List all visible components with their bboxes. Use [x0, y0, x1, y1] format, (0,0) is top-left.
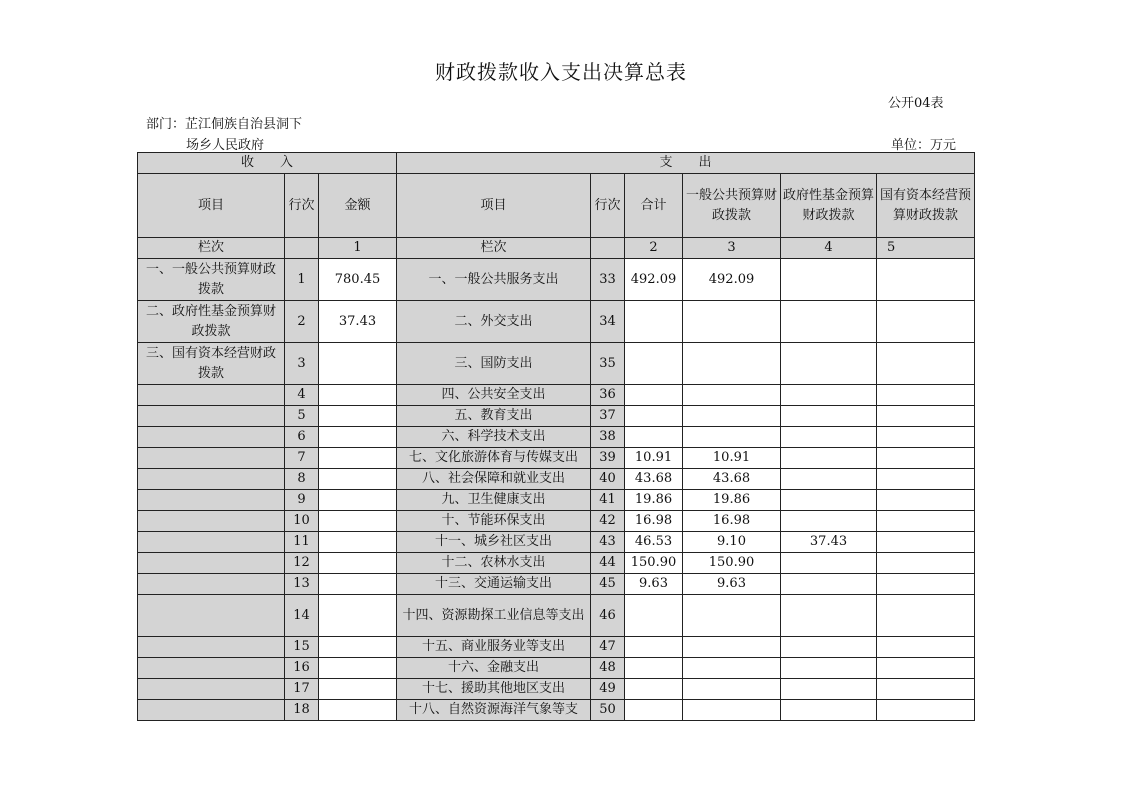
expense-gov-fund	[781, 553, 877, 574]
income-line-no: 1	[285, 259, 319, 301]
income-item	[138, 553, 285, 574]
table-row	[138, 406, 975, 427]
expense-total	[625, 595, 683, 637]
income-line-no: 9	[285, 490, 319, 511]
expense-state-capital	[877, 658, 975, 679]
expense-total	[625, 637, 683, 658]
expense-state-capital	[877, 574, 975, 595]
expense-item: 十二、农林水支出	[397, 553, 591, 574]
expense-gov-fund	[781, 259, 877, 301]
table-row	[138, 532, 975, 553]
income-amount	[319, 679, 397, 700]
income-item	[138, 637, 285, 658]
expense-state-capital	[877, 469, 975, 490]
page-title: 财政拨款收入支出决算总表	[435, 60, 687, 84]
form-number: 公开04表	[888, 96, 944, 111]
expense-line-no: 49	[591, 679, 625, 700]
income-item	[138, 532, 285, 553]
expense-item: 十六、金融支出	[397, 658, 591, 679]
expense-general-budget	[683, 658, 781, 679]
income-line-no: 14	[285, 595, 319, 637]
expense-general-budget	[683, 385, 781, 406]
table-row	[138, 679, 975, 700]
expense-item: 五、教育支出	[397, 406, 591, 427]
expense-state-capital	[877, 448, 975, 469]
expense-general-budget: 16.98	[683, 511, 781, 532]
income-item	[138, 448, 285, 469]
income-item	[138, 574, 285, 595]
expense-line-no: 50	[591, 700, 625, 721]
income-item	[138, 595, 285, 637]
expense-total: 10.91	[625, 448, 683, 469]
expense-item: 十七、援助其他地区支出	[397, 679, 591, 700]
table-row	[138, 448, 975, 469]
income-line-no: 10	[285, 511, 319, 532]
expense-state-capital	[877, 553, 975, 574]
expense-total: 492.09	[625, 259, 683, 301]
income-line-no: 11	[285, 532, 319, 553]
expense-gov-fund	[781, 700, 877, 721]
expense-general-budget	[683, 343, 781, 385]
expense-total	[625, 301, 683, 343]
expense-item: 七、文化旅游体育与传媒支出	[397, 448, 591, 469]
income-item	[138, 700, 285, 721]
expense-gov-fund	[781, 679, 877, 700]
table-row	[138, 700, 975, 721]
expense-general-budget	[683, 301, 781, 343]
income-item	[138, 385, 285, 406]
expense-total: 16.98	[625, 511, 683, 532]
expense-line-no: 46	[591, 595, 625, 637]
expense-line-no: 33	[591, 259, 625, 301]
header-total: 合计	[625, 174, 683, 238]
expense-line-no: 35	[591, 343, 625, 385]
income-line-no: 16	[285, 658, 319, 679]
expense-line-no: 45	[591, 574, 625, 595]
expense-item: 十八、自然资源海洋气象等支	[397, 700, 591, 721]
expense-gov-fund	[781, 448, 877, 469]
income-amount	[319, 700, 397, 721]
income-line-no: 8	[285, 469, 319, 490]
expense-gov-fund	[781, 574, 877, 595]
expense-line-no: 39	[591, 448, 625, 469]
header-state-capital: 国有资本经营预算财政拨款	[877, 174, 975, 238]
table-row	[138, 469, 975, 490]
income-amount	[319, 595, 397, 637]
table-row	[138, 595, 975, 637]
expense-line-no: 47	[591, 637, 625, 658]
expense-line-no: 48	[591, 658, 625, 679]
expense-gov-fund	[781, 490, 877, 511]
expense-general-budget	[683, 700, 781, 721]
income-line-no: 12	[285, 553, 319, 574]
expense-state-capital	[877, 301, 975, 343]
expense-state-capital	[877, 385, 975, 406]
expense-item: 十一、城乡社区支出	[397, 532, 591, 553]
income-amount: 780.45	[319, 259, 397, 301]
expense-total: 46.53	[625, 532, 683, 553]
expense-gov-fund	[781, 385, 877, 406]
expense-general-budget: 19.86	[683, 490, 781, 511]
department-line-2: 场乡人民政府	[186, 138, 265, 153]
income-amount	[319, 343, 397, 385]
expense-general-budget	[683, 406, 781, 427]
expense-total: 9.63	[625, 574, 683, 595]
table-row	[138, 490, 975, 511]
column-row-state: 5	[877, 238, 975, 259]
expense-item: 十三、交通运输支出	[397, 574, 591, 595]
expense-gov-fund	[781, 637, 877, 658]
income-section-header: 收 入	[138, 153, 397, 174]
income-item	[138, 469, 285, 490]
unit-label: 单位：万元	[891, 138, 957, 153]
income-amount	[319, 406, 397, 427]
income-item	[138, 427, 285, 448]
expense-gov-fund	[781, 511, 877, 532]
header-income-amount: 金额	[319, 174, 397, 238]
expense-gov-fund: 37.43	[781, 532, 877, 553]
expense-item: 九、卫生健康支出	[397, 490, 591, 511]
income-item: 二、政府性基金预算财政拨款	[138, 301, 285, 343]
income-item: 三、国有资本经营财政拨款	[138, 343, 285, 385]
expense-item: 十、节能环保支出	[397, 511, 591, 532]
expense-general-budget: 43.68	[683, 469, 781, 490]
income-item	[138, 490, 285, 511]
column-row-fund: 4	[781, 238, 877, 259]
income-amount	[319, 385, 397, 406]
expense-gov-fund	[781, 595, 877, 637]
expense-state-capital	[877, 637, 975, 658]
income-line-no: 17	[285, 679, 319, 700]
table-row	[138, 259, 975, 301]
expense-total	[625, 385, 683, 406]
expense-line-no: 43	[591, 532, 625, 553]
income-amount	[319, 553, 397, 574]
table-row	[138, 343, 975, 385]
income-amount	[319, 490, 397, 511]
expense-general-budget	[683, 679, 781, 700]
table-row	[138, 511, 975, 532]
expense-total: 43.68	[625, 469, 683, 490]
expense-general-budget	[683, 595, 781, 637]
expense-state-capital	[877, 532, 975, 553]
expense-general-budget: 9.63	[683, 574, 781, 595]
expense-state-capital	[877, 490, 975, 511]
expense-state-capital	[877, 259, 975, 301]
expense-line-no: 34	[591, 301, 625, 343]
income-amount	[319, 427, 397, 448]
expense-item: 三、国防支出	[397, 343, 591, 385]
expense-total: 19.86	[625, 490, 683, 511]
expense-item: 二、外交支出	[397, 301, 591, 343]
table-row	[138, 637, 975, 658]
income-amount	[319, 637, 397, 658]
expense-general-budget	[683, 427, 781, 448]
income-item	[138, 658, 285, 679]
expense-item: 六、科学技术支出	[397, 427, 591, 448]
expense-gov-fund	[781, 343, 877, 385]
income-amount: 37.43	[319, 301, 397, 343]
column-row-amount: 1	[319, 238, 397, 259]
expense-state-capital	[877, 343, 975, 385]
income-line-no: 2	[285, 301, 319, 343]
expense-state-capital	[877, 406, 975, 427]
expense-total	[625, 679, 683, 700]
expense-gov-fund	[781, 406, 877, 427]
income-amount	[319, 511, 397, 532]
income-line-no: 3	[285, 343, 319, 385]
expense-line-no: 37	[591, 406, 625, 427]
income-amount	[319, 469, 397, 490]
table-row	[138, 385, 975, 406]
expense-gov-fund	[781, 658, 877, 679]
table-row	[138, 574, 975, 595]
budget-table	[137, 152, 975, 721]
income-item	[138, 679, 285, 700]
income-amount	[319, 448, 397, 469]
expense-total	[625, 343, 683, 385]
column-row-blank	[285, 238, 319, 259]
income-line-no: 18	[285, 700, 319, 721]
table-row	[138, 553, 975, 574]
expense-total	[625, 700, 683, 721]
column-row-label: 栏次	[138, 238, 285, 259]
expense-general-budget: 492.09	[683, 259, 781, 301]
expense-total	[625, 406, 683, 427]
expense-total: 150.90	[625, 553, 683, 574]
income-item	[138, 406, 285, 427]
expense-line-no: 38	[591, 427, 625, 448]
expense-line-no: 40	[591, 469, 625, 490]
income-line-no: 13	[285, 574, 319, 595]
table-row	[138, 301, 975, 343]
income-item: 一、一般公共预算财政拨款	[138, 259, 285, 301]
income-line-no: 5	[285, 406, 319, 427]
expense-item: 四、公共安全支出	[397, 385, 591, 406]
expense-gov-fund	[781, 427, 877, 448]
table-row	[138, 427, 975, 448]
expense-state-capital	[877, 679, 975, 700]
expense-gov-fund	[781, 301, 877, 343]
column-row-exp-blank	[591, 238, 625, 259]
expense-general-budget: 10.91	[683, 448, 781, 469]
expense-general-budget: 9.10	[683, 532, 781, 553]
income-line-no: 15	[285, 637, 319, 658]
expense-item: 十五、商业服务业等支出	[397, 637, 591, 658]
column-row-total: 2	[625, 238, 683, 259]
expense-item: 一、一般公共服务支出	[397, 259, 591, 301]
expense-line-no: 41	[591, 490, 625, 511]
header-income-line-no: 行次	[285, 174, 319, 238]
income-amount	[319, 532, 397, 553]
income-amount	[319, 658, 397, 679]
header-income-item: 项目	[138, 174, 285, 238]
income-amount	[319, 574, 397, 595]
expense-section-header: 支 出	[397, 153, 975, 174]
expense-line-no: 36	[591, 385, 625, 406]
expense-item: 十四、资源勘探工业信息等支出	[397, 595, 591, 637]
expense-gov-fund	[781, 469, 877, 490]
department-line-1: 部门：芷江侗族自治县洞下	[146, 117, 303, 132]
expense-state-capital	[877, 700, 975, 721]
table-row	[138, 658, 975, 679]
expense-line-no: 44	[591, 553, 625, 574]
header-expense-item: 项目	[397, 174, 591, 238]
header-gov-fund: 政府性基金预算财政拨款	[781, 174, 877, 238]
header-expense-line-no: 行次	[591, 174, 625, 238]
expense-total	[625, 427, 683, 448]
expense-total	[625, 658, 683, 679]
income-line-no: 6	[285, 427, 319, 448]
expense-general-budget	[683, 637, 781, 658]
header-general-budget: 一般公共预算财政拨款	[683, 174, 781, 238]
column-row-general: 3	[683, 238, 781, 259]
expense-item: 八、社会保障和就业支出	[397, 469, 591, 490]
expense-state-capital	[877, 511, 975, 532]
income-line-no: 7	[285, 448, 319, 469]
expense-state-capital	[877, 427, 975, 448]
expense-line-no: 42	[591, 511, 625, 532]
column-row-exp-label: 栏次	[397, 238, 591, 259]
income-line-no: 4	[285, 385, 319, 406]
income-item	[138, 511, 285, 532]
expense-general-budget: 150.90	[683, 553, 781, 574]
expense-state-capital	[877, 595, 975, 637]
